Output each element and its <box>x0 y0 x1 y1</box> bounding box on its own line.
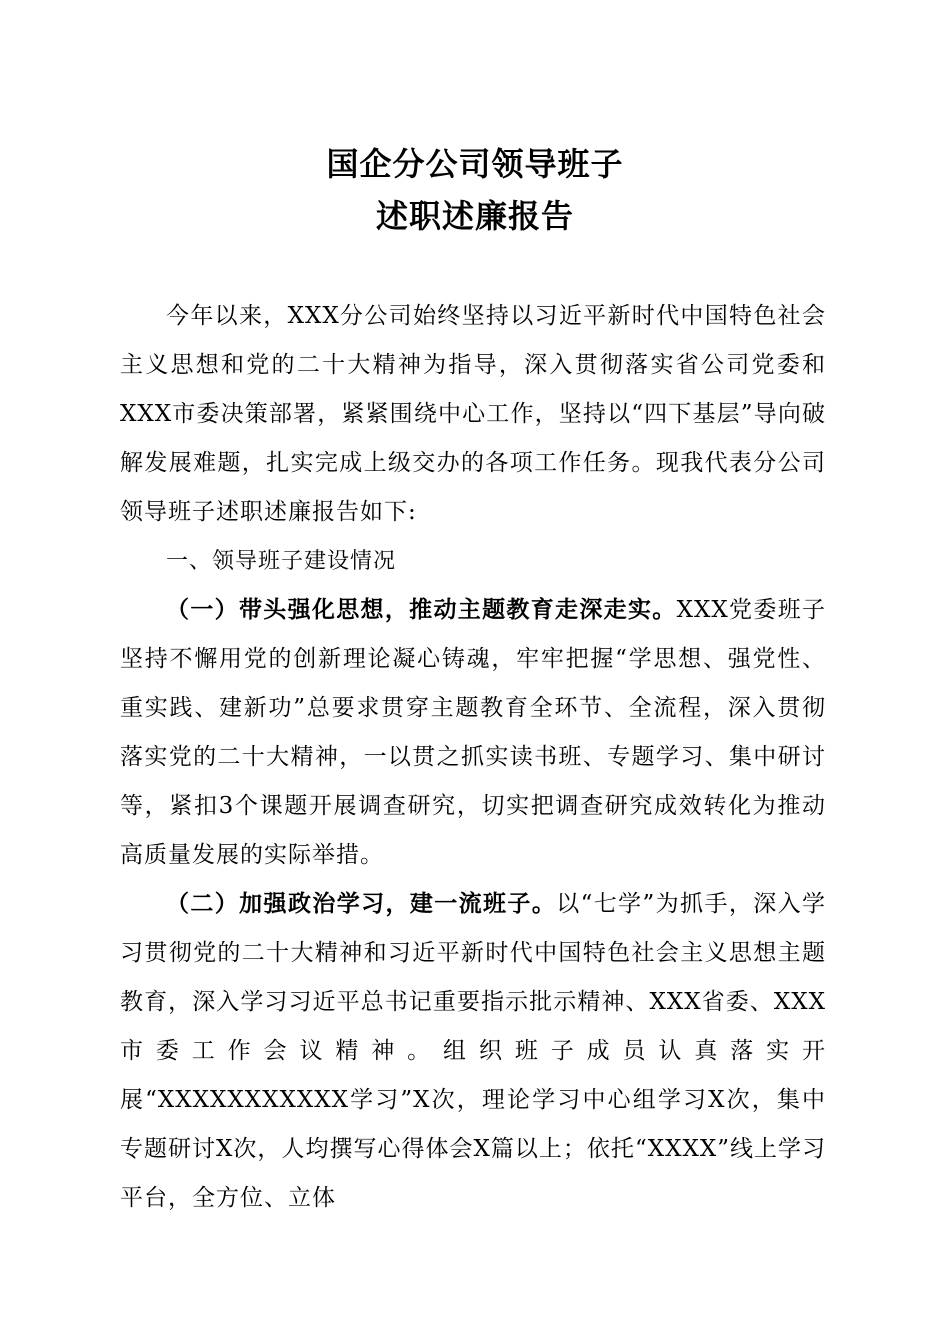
item-paragraph-1 <box>120 586 826 880</box>
document-body <box>120 292 826 1223</box>
item-text-1: XXX党委班子坚持不懈用党的创新理论凝心铸魂，牢牢把握“学思想、强党性、重实践、建新功”总要求贯穿主题教育全环节、全流程，深入贯彻落实党的二十大精神，一以贯之抓实读书班、专题学习、集中研讨等，紧扣3个课题开展调查研究，切实把调查研究成效转化为推动高质量发展的实际举措。 <box>120 597 827 868</box>
intro-paragraph: 今年以来，XXX分公司始终坚持以习近平新时代中国特色社会主义思想和党的二十大精神为指导，深入贯彻落实省公司党委和XXX市委决策部署，紧紧围绕中心工作，坚持以“四下基层”导向破解发展难题，扎实完成上级交办的各项工作任务。现我代表分公司领导班子述职述廉报告如下: <box>120 303 826 525</box>
item-heading-1: （一）带头强化思想，推动主题教育走深走实。 <box>166 597 677 623</box>
document-title-line2: 述职述廉报告 <box>375 197 574 235</box>
item-paragraph-2 <box>120 880 826 1223</box>
item-text-2: 以“七学”为抓手，深入学习贯彻党的二十大精神和习近平新时代中国特色社会主义思想主题教育，深入学习习近平总书记重要指示批示精神、XXX省委、XXX市委工作会议精神。组织班子成员认真落实开展“XXXXXXXXXXX学习”X次，理论学习中心组学习X次，集中专题研讨X次，人均撰写心得体会X篇以上；依托“XXXX”线上学习平台，全方位、立体 <box>120 891 827 1211</box>
section-heading: 一、领导班子建设情况 <box>166 549 397 574</box>
item-heading-2: （二）加强政治学习，建一流班子。 <box>166 891 557 917</box>
document-title-line1: 国企分公司领导班子 <box>326 145 624 183</box>
